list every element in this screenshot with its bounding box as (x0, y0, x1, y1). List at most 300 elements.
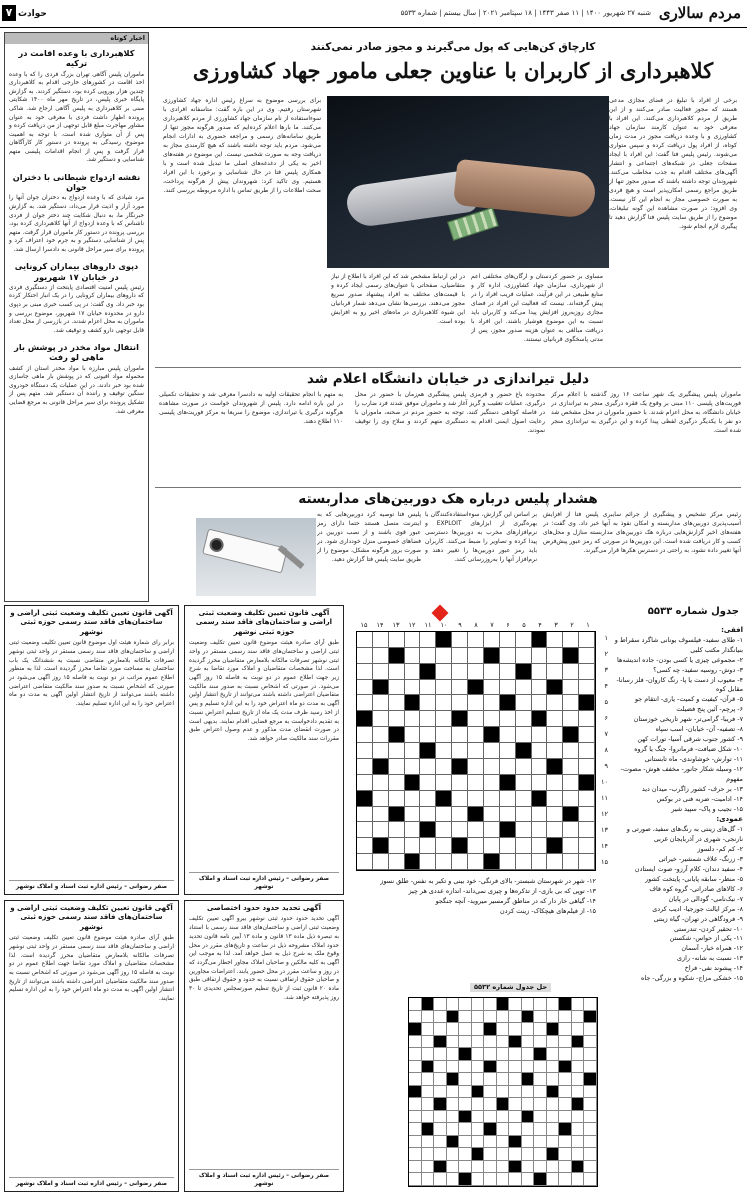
crossword-cell[interactable] (500, 632, 516, 648)
crossword-cell[interactable] (579, 822, 595, 838)
short-news-item (5, 44, 148, 168)
solution-cell (422, 1161, 435, 1174)
crossword-cell[interactable] (357, 854, 373, 870)
crossword-cell[interactable] (516, 680, 532, 696)
crossword-cell[interactable] (563, 791, 579, 807)
crossword-cell[interactable] (357, 838, 373, 854)
crossword-cell[interactable] (484, 838, 500, 854)
solution-cell (422, 1011, 435, 1024)
solution-black-cell (409, 1023, 422, 1036)
crossword-cell[interactable] (420, 807, 436, 823)
legal-ad (184, 605, 344, 895)
solution-cell (409, 998, 422, 1011)
crossword-cell[interactable] (563, 775, 579, 791)
crossword-cell[interactable] (389, 711, 405, 727)
row-number: ۴ (604, 682, 608, 691)
crossword-cell[interactable] (579, 664, 595, 680)
crossword-cell[interactable] (389, 743, 405, 759)
solution-cell (497, 1173, 510, 1186)
crossword-cell[interactable] (452, 680, 468, 696)
crossword-cell[interactable] (405, 632, 421, 648)
crossword-cell[interactable] (516, 632, 532, 648)
crossword-grid[interactable] (356, 631, 596, 871)
solution-black-cell (434, 1036, 447, 1049)
crossword-cell[interactable] (532, 822, 548, 838)
crossword-cell[interactable] (420, 680, 436, 696)
camera-lens (208, 536, 225, 553)
crossword-cell[interactable] (452, 807, 468, 823)
crossword-black-cell (484, 648, 500, 664)
solution-cell (547, 1011, 560, 1024)
crossword-cell[interactable] (579, 807, 595, 823)
crossword-cell[interactable] (516, 854, 532, 870)
handshake-money-photo (327, 96, 609, 268)
crossword-cell[interactable] (484, 775, 500, 791)
crossword-cell[interactable] (357, 807, 373, 823)
crossword-cell[interactable] (468, 695, 484, 711)
crossword-cell[interactable] (563, 711, 579, 727)
crossword-cell[interactable] (357, 695, 373, 711)
crossword-cell[interactable] (468, 759, 484, 775)
solution-cell (572, 1061, 585, 1074)
crossword-cell[interactable] (389, 695, 405, 711)
crossword-cell[interactable] (405, 807, 421, 823)
crossword-cell[interactable] (373, 822, 389, 838)
crossword-cell[interactable] (547, 664, 563, 680)
crossword-cell[interactable] (563, 838, 579, 854)
crossword-cell[interactable] (547, 711, 563, 727)
crossword-cell[interactable] (500, 648, 516, 664)
crossword-cell[interactable] (484, 711, 500, 727)
crossword-cell[interactable] (579, 743, 595, 759)
crossword-cell[interactable] (547, 648, 563, 664)
crossword-cell[interactable] (484, 759, 500, 775)
hand-right (453, 159, 597, 219)
crossword-cell[interactable] (436, 695, 452, 711)
crossword-cell[interactable] (484, 791, 500, 807)
crossword-cell[interactable] (579, 727, 595, 743)
crossword-cell[interactable] (500, 680, 516, 696)
crossword-cell[interactable] (373, 727, 389, 743)
bottom-clue: ۱۵- از فیلم‌های هیچکاک- زینت کردن (500, 906, 596, 915)
crossword-cell[interactable] (357, 727, 373, 743)
down-clue: ۶- کالاهای صادراتی- گروه کوه قاف (649, 884, 743, 893)
crossword-cell[interactable] (516, 822, 532, 838)
crossword-cell[interactable] (468, 822, 484, 838)
crossword-cell[interactable] (547, 775, 563, 791)
solution-cell (447, 1161, 460, 1174)
solution-cell (447, 1061, 460, 1074)
crossword-cell[interactable] (389, 759, 405, 775)
article3-col-left: پلیس فتا توصیه کرد دوربین‌هایی که به اینترنت متصل هستند حتما دارای رمز عبور قوی باشند و از نصب دوربین در فضاهای خصوصی منزل خودداری شود. در صورت بروز هرگونه مشکل، موضوع را از طریق سایت پلیس فتا گزارش دهید. (317, 511, 421, 563)
crossword-cell[interactable] (452, 664, 468, 680)
crossword-cell[interactable] (468, 632, 484, 648)
crossword-cell[interactable] (405, 727, 421, 743)
crossword-cell[interactable] (436, 680, 452, 696)
solution-cell (497, 1148, 510, 1161)
solution-cell (484, 1086, 497, 1099)
crossword-cell[interactable] (436, 759, 452, 775)
article3-col-mid: بر اساس این گزارش، سوءاستفاده‌کنندگان با بهره‌گیری از ابزارهای EXPLOIT و نرم‌افزارهای مخرب به دوربین‌ها دسترسی پیدا کرده و تصاویر را ضبط می‌کنند. کاربران باید رمز عبور دوربین‌ها را تغییر دهند و نرم‌افزار آنها را به‌روزرسانی کنند. (425, 511, 537, 563)
crossword-cell[interactable] (405, 680, 421, 696)
crossword-cell[interactable] (563, 743, 579, 759)
crossword-black-cell (563, 648, 579, 664)
column-number: ۱۰ (440, 621, 448, 629)
solution-cell (447, 1111, 460, 1124)
crossword-cell[interactable] (484, 632, 500, 648)
down-clue: ۱۴- پیشوند نفی- فراخ (684, 964, 743, 973)
crossword-cell[interactable] (436, 743, 452, 759)
row-number: ۱۵ (601, 858, 608, 867)
crossword-black-cell (389, 807, 405, 823)
crossword-cell[interactable] (373, 854, 389, 870)
solution-black-cell (459, 1111, 472, 1124)
across-clue: ۱۲- وسیله شکار جانور- مخفف هوش- مصوت- مفهوم (620, 764, 743, 783)
crossword-cell[interactable] (373, 775, 389, 791)
crossword-cell[interactable] (516, 711, 532, 727)
solution-cell (459, 1148, 472, 1161)
crossword-cell[interactable] (405, 838, 421, 854)
crossword-cell[interactable] (373, 664, 389, 680)
crossword-cell[interactable] (516, 648, 532, 664)
row-number: ۱۲ (601, 810, 608, 819)
crossword-cell[interactable] (420, 791, 436, 807)
crossword-cell[interactable] (468, 664, 484, 680)
solution-cell (509, 1061, 522, 1074)
solution-cell (584, 1036, 597, 1049)
solution-black-cell (572, 1036, 585, 1049)
crossword-cell[interactable] (357, 743, 373, 759)
crossword-cell[interactable] (389, 664, 405, 680)
solution-cell (447, 1086, 460, 1099)
crossword-cell[interactable] (532, 807, 548, 823)
crossword-cell[interactable] (516, 807, 532, 823)
crossword-cell[interactable] (436, 711, 452, 727)
crossword-black-cell (484, 854, 500, 870)
solution-black-cell (434, 1098, 447, 1111)
solution-cell (409, 1136, 422, 1149)
crossword-cell[interactable] (436, 807, 452, 823)
crossword-cell[interactable] (468, 838, 484, 854)
crossword-cell[interactable] (357, 680, 373, 696)
solution-cell (534, 1161, 547, 1174)
ad-signature: صفر رضوانی – رئیس اداره ثبت اسناد و املاک نوشهر (9, 880, 174, 891)
crossword-cell[interactable] (484, 822, 500, 838)
crossword-cell[interactable] (452, 775, 468, 791)
ad-body: طبق آرای صادره هیئت موضوع قانون تعیین تکلیف وضعیت ثبتی اراضی و ساختمان‌های فاقد سند رسمی مستقر در واحد ثبتی نوشهر تصرفات مالکانه بلامعارض متقاضیان محرز گردیده است. لذا مشخصات متقاضیان و املاک مورد تقاضا به شرح زیر جهت اطلاع عموم در دو نوبت به فاصله ۱۵ روز آگهی می‌شود. در صورتی که اشخاص نسبت به صدور سند مالکیت متقاضیان اعتراضی داشته باشند می‌توانند از تاریخ انتشار اولین آگهی به مدت دو ماه اعتراض خود را به این اداره تسلیم و پس از اخذ رسید ظرف مدت یک ماه از تاریخ تسلیم اعتراض نسبت به تقدیم دادخواست به مرجع قضایی اقدام نمایند. بدیهی است در صورت انقضای مدت مذکور و عدم وصول اعتراض طبق مقررات سند مالکیت صادر خواهد شد. (189, 640, 339, 742)
crossword-cell[interactable] (484, 743, 500, 759)
solution-cell (547, 1161, 560, 1174)
crossword-cell[interactable] (516, 838, 532, 854)
row-number: ۷ (604, 730, 608, 739)
crossword-cell[interactable] (547, 807, 563, 823)
crossword-cell[interactable] (579, 711, 595, 727)
crossword-cell[interactable] (420, 632, 436, 648)
solution-cell (497, 1086, 510, 1099)
crossword-cell[interactable] (420, 854, 436, 870)
crossword-cell[interactable] (389, 680, 405, 696)
solution-cell (434, 1136, 447, 1149)
short-news-body: ماموران پلیس مبارزه با مواد مخدر استان از کشف محموله مواد افیونی که در پوشش بار ماهی جاسازی شده بود خبر دادند. در این عملیات یک دستگاه خودروی سنگین توقیف و راننده آن دستگیر شد. متهم پس از تشکیل پرونده برای سیر مراحل قانونی به مرجع قضایی معرفی شد. (9, 365, 144, 415)
crossword-cell[interactable] (500, 743, 516, 759)
crossword-cell[interactable] (373, 791, 389, 807)
solution-cell (572, 1123, 585, 1136)
crossword-cell[interactable] (547, 632, 563, 648)
crossword-cell[interactable] (373, 743, 389, 759)
crossword-cell[interactable] (500, 838, 516, 854)
crossword-cell[interactable] (468, 727, 484, 743)
crossword-cell[interactable] (420, 775, 436, 791)
main-col-right: برخی از افراد با تبلیغ در فضای مجازی مدعی هستند که مجوز فعالیت صادر می‌کنند و از این طریق از مردم کلاهبرداری می‌کنند. این افراد با معرفی خود به عنوان کارمند سازمان جهاد کشاورزی و با وعده دریافت مجوز در مدت زمان کوتاه، از افراد پول دریافت کرده و سپس متواری می‌شوند. رئیس پلیس فتا گفت: این افراد با ایجاد صفحات جعلی در شبکه‌های اجتماعی و انتشار آگهی‌های مختلف اقدام به جذب مخاطب می‌کنند. شهروندان توجه داشته باشند که صدور مجوز تنها از طریق مراجع رسمی امکان‌پذیر است و هیچ فردی به صورت خصوصی مجاز به انجام این کار نیست. وی افزود: در صورت مشاهده این گونه تبلیغات، موضوع را از طریق سایت پلیس فتا گزارش دهید تا پیگیری لازم انجام شود. (609, 97, 737, 230)
crossword-cell[interactable] (500, 791, 516, 807)
solution-black-cell (547, 1023, 560, 1036)
crossword-clues (613, 625, 743, 1185)
solution-cell (484, 1173, 497, 1186)
solution-cell (422, 1148, 435, 1161)
crossword-cell[interactable] (547, 854, 563, 870)
crossword-cell[interactable] (452, 822, 468, 838)
crossword-cell[interactable] (579, 854, 595, 870)
solution-cell (509, 1023, 522, 1036)
solution-cell (484, 1161, 497, 1174)
crossword-cell[interactable] (468, 743, 484, 759)
solution-cell (484, 1098, 497, 1111)
crossword-cell[interactable] (579, 759, 595, 775)
crossword-cell[interactable] (436, 854, 452, 870)
crossword-cell[interactable] (436, 775, 452, 791)
crossword-header: جدول شماره ۵۵۳۳ (647, 606, 739, 617)
crossword-cell[interactable] (420, 727, 436, 743)
solution-cell (584, 1173, 597, 1186)
crossword-black-cell (532, 791, 548, 807)
across-clue: ۱۰- شکل ضیافت- فرمانروا- جنگ یا گروه (634, 744, 743, 753)
crossword-cell[interactable] (579, 838, 595, 854)
crossword-cell[interactable] (357, 648, 373, 664)
crossword-cell[interactable] (532, 743, 548, 759)
crossword-cell[interactable] (452, 632, 468, 648)
crossword-cell[interactable] (532, 664, 548, 680)
solution-black-cell (534, 1048, 547, 1061)
solution-cell (509, 1173, 522, 1186)
crossword-cell[interactable] (532, 727, 548, 743)
crossword-black-cell (468, 807, 484, 823)
crossword-cell[interactable] (484, 695, 500, 711)
solution-cell (559, 1011, 572, 1024)
short-news-sidebar (4, 32, 149, 602)
crossword-cell[interactable] (468, 791, 484, 807)
crossword-cell[interactable] (516, 759, 532, 775)
crossword-cell[interactable] (373, 632, 389, 648)
solution-cell (509, 1111, 522, 1124)
crossword-cell[interactable] (579, 791, 595, 807)
crossword-cell[interactable] (436, 838, 452, 854)
crossword-cell[interactable] (500, 664, 516, 680)
crossword-cell[interactable] (579, 632, 595, 648)
crossword-cell[interactable] (373, 807, 389, 823)
solution-cell (584, 998, 597, 1011)
crossword-cell[interactable] (579, 648, 595, 664)
crossword-cell[interactable] (452, 854, 468, 870)
crossword-cell[interactable] (357, 759, 373, 775)
crossword-cell[interactable] (452, 791, 468, 807)
crossword-cell[interactable] (405, 822, 421, 838)
crossword-cell[interactable] (484, 680, 500, 696)
crossword-cell[interactable] (532, 695, 548, 711)
crossword-cell[interactable] (373, 711, 389, 727)
solution-cell (534, 1111, 547, 1124)
crossword-cell[interactable] (547, 727, 563, 743)
crossword-black-cell (484, 727, 500, 743)
crossword-cell[interactable] (500, 807, 516, 823)
crossword-cell[interactable] (532, 854, 548, 870)
crossword-cell[interactable] (420, 711, 436, 727)
sidebar-tag: اخبار کوتاه (5, 33, 148, 44)
crossword-cell[interactable] (452, 727, 468, 743)
bottom-clue: ۱۲- شهر در شهرستان شبستر- بالای فرنگی- خود بینی و تکبر به نفس- طلق نسوز (380, 877, 596, 885)
down-clue: ۵- منظر- سابقه پایانی- پایتخت کشور (645, 874, 743, 883)
crossword-cell[interactable] (547, 695, 563, 711)
crossword-cell[interactable] (563, 854, 579, 870)
short-news-title: انتقال مواد مخدر در پوشش بار ماهی لو رفت (14, 342, 139, 363)
crossword-cell[interactable] (420, 838, 436, 854)
crossword-cell[interactable] (405, 759, 421, 775)
solution-cell (584, 1161, 597, 1174)
solution-cell (522, 1173, 535, 1186)
crossword-cell[interactable] (563, 759, 579, 775)
crossword-cell[interactable] (389, 854, 405, 870)
solution-cell (459, 1136, 472, 1149)
crossword-cell[interactable] (436, 648, 452, 664)
crossword-cell[interactable] (389, 632, 405, 648)
crossword-cell[interactable] (405, 648, 421, 664)
crossword-cell[interactable] (532, 680, 548, 696)
crossword-cell[interactable] (405, 743, 421, 759)
crossword-cell[interactable] (468, 854, 484, 870)
solution-cell (522, 998, 535, 1011)
crossword-cell[interactable] (452, 695, 468, 711)
crossword-cell[interactable] (452, 648, 468, 664)
solution-cell (534, 1098, 547, 1111)
crossword-cell[interactable] (500, 727, 516, 743)
crossword-black-cell (516, 664, 532, 680)
row-number: ۲ (604, 650, 608, 659)
crossword-cell[interactable] (563, 822, 579, 838)
crossword-cell[interactable] (484, 664, 500, 680)
crossword-cell[interactable] (468, 648, 484, 664)
solution-cell (509, 1148, 522, 1161)
ad-signature: صفر رضوانی – رئیس اداره ثبت اسناد و املاک نوشهر (189, 872, 339, 891)
across-clue: ۱۱- توارش- خوشاوندی- ماه تابستانی (644, 754, 743, 763)
crossword-row-numbers (598, 631, 608, 871)
short-news-item (5, 338, 148, 419)
crossword-cell[interactable] (563, 695, 579, 711)
solution-black-cell (447, 1073, 460, 1086)
crossword-cell[interactable] (357, 664, 373, 680)
crossword-cell[interactable] (405, 791, 421, 807)
crossword-cell[interactable] (547, 822, 563, 838)
crossword-cell[interactable] (373, 695, 389, 711)
crossword-cell[interactable] (500, 759, 516, 775)
solution-cell (534, 998, 547, 1011)
solution-cell (434, 1123, 447, 1136)
solution-black-cell (572, 1161, 585, 1174)
crossword-cell[interactable] (563, 632, 579, 648)
crossword-cell[interactable] (532, 648, 548, 664)
crossword-cell[interactable] (484, 807, 500, 823)
crossword-cell[interactable] (436, 822, 452, 838)
crossword-cell[interactable] (500, 711, 516, 727)
ad-signature: صفر رضوانی – رئیس اداره ثبت اسناد و املاک نوشهر (9, 1177, 174, 1188)
solution-black-cell (584, 1011, 597, 1024)
solution-cell (509, 1011, 522, 1024)
solution-cell (559, 1086, 572, 1099)
crossword-cell[interactable] (436, 727, 452, 743)
crossword-cell[interactable] (532, 838, 548, 854)
crossword-cell[interactable] (452, 743, 468, 759)
crossword-cell[interactable] (405, 711, 421, 727)
crossword-cell[interactable] (516, 775, 532, 791)
ad-title: آگهی قانون تعیین تکلیف وضعیت ثبتی اراضی و ساختمان‌های فاقد سند رسمی حوزه ثبتی نوشهر (10, 609, 173, 636)
short-news-body: رئیس پلیس امنیت اقتصادی پایتخت از دستگیری فردی که داروهای بیماران کرونایی را در یک انبار احتکار کرده بود خبر داد. وی گفت: در پی کسب خبری مبنی بر دپوی دارو در محدوده خیابان ۱۷ شهریور، موضوع بررسی و ماموران به محل اعزام شدند. در بازرسی از محل تعداد قابل توجهی دارو کشف و توقیف شد. (9, 284, 144, 334)
crossword-cell[interactable] (405, 664, 421, 680)
main-col-mid2: در این ارتباط مشخص شد که این افراد با اطلاع از نیاز متقاضیان، صفحاتی با عنوان‌های رسمی ایجاد کرده و با قیمت‌های مختلف به افراد پیشنهاد صدور سریع مجوز می‌دهند. بررسی‌ها نشان می‌دهد شمار قربانیان این شیوه کلاهبرداری در ماه‌های اخیر رو به افزایش بوده است. (331, 273, 465, 325)
crossword-cell[interactable] (436, 664, 452, 680)
crossword-cell[interactable] (563, 664, 579, 680)
solution-cell (584, 1086, 597, 1099)
crossword-cell[interactable] (389, 791, 405, 807)
solution-cell (522, 1161, 535, 1174)
crossword-cell[interactable] (357, 632, 373, 648)
solution-cell (509, 1086, 522, 1099)
crossword-cell[interactable] (389, 822, 405, 838)
down-clue: ۱۳- نسبت به شانه- رازی (677, 954, 743, 963)
crossword-cell[interactable] (516, 695, 532, 711)
crossword-black-cell (532, 632, 548, 648)
crossword-cell[interactable] (516, 791, 532, 807)
camera-body (202, 528, 288, 573)
solution-cell (547, 1136, 560, 1149)
short-news-title: کلاهبرداری با وعده اقامت در ترکیه (18, 48, 135, 69)
solution-cell (459, 1098, 472, 1111)
crossword-cell[interactable] (532, 759, 548, 775)
crossword-cell[interactable] (420, 759, 436, 775)
crossword-cell[interactable] (563, 680, 579, 696)
crossword-cell[interactable] (420, 648, 436, 664)
crossword-cell[interactable] (373, 648, 389, 664)
solution-cell (447, 1098, 460, 1111)
crossword-cell[interactable] (547, 743, 563, 759)
crossword-cell[interactable] (389, 838, 405, 854)
crossword-cell[interactable] (357, 775, 373, 791)
crossword-cell[interactable] (547, 791, 563, 807)
crossword-cell[interactable] (420, 695, 436, 711)
crossword-cell[interactable] (516, 727, 532, 743)
crossword-cell[interactable] (579, 680, 595, 696)
solution-cell (484, 998, 497, 1011)
crossword-cell[interactable] (357, 822, 373, 838)
crossword-cell[interactable] (389, 775, 405, 791)
crossword-cell[interactable] (468, 775, 484, 791)
crossword-cell[interactable] (468, 711, 484, 727)
solution-black-cell (559, 998, 572, 1011)
crossword-black-cell (405, 775, 421, 791)
crossword-cell[interactable] (532, 775, 548, 791)
bottom-clue: ۱۴- گیاهی خار دار که در مناطق گرمسیر میروید- آنچه جنگجو (435, 896, 596, 905)
crossword-cell[interactable] (500, 854, 516, 870)
column-number: ۱۳ (392, 621, 400, 629)
article3-col-right: رئیس مرکز تشخیص و پیشگیری از جرائم سایبری پلیس فتا از افزایش آسیب‌پذیری دوربین‌های مداربسته و امکان نفوذ به آنها خبر داد. وی گفت: در هفته‌های اخیر گزارش‌هایی درباره هک دوربین‌های مداربسته منازل و محل‌های کسب و کار دریافت شده است. این دوربین‌ها در صورتی که رمز عبور پیش‌فرض آنها تغییر داده نشود، به راحتی در دسترس هکرها قرار می‌گیرند. (543, 511, 741, 554)
solution-cell (522, 1048, 535, 1061)
